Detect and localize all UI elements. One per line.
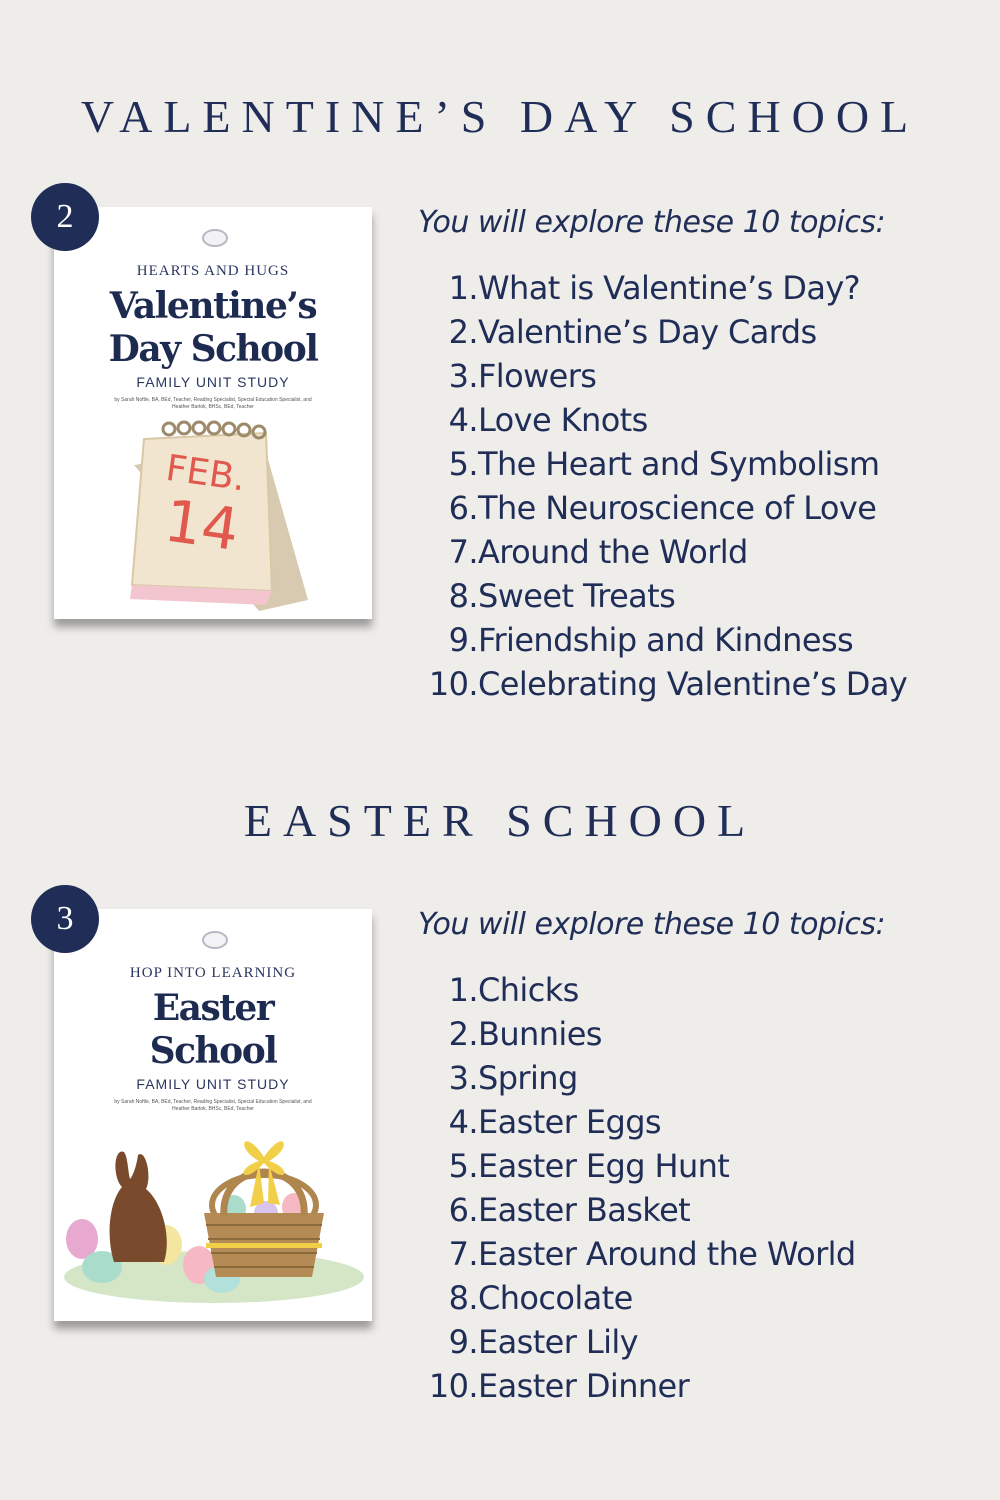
list-item-number: 1. — [448, 269, 478, 307]
cover-title — [54, 987, 372, 1073]
list-item-text: Celebrating Valentine’s Day — [478, 665, 908, 703]
list-item-number: 10. — [428, 1367, 478, 1405]
list-item-text: The Heart and Symbolism — [478, 445, 880, 483]
number-badge: 2 — [31, 183, 99, 251]
cover-subtitle: FAMILY UNIT STUDY — [136, 374, 290, 390]
list-item-number: 7. — [448, 533, 478, 571]
list-item-number: 7. — [448, 1235, 478, 1273]
list-item — [428, 662, 907, 706]
list-item-text: Easter Eggs — [478, 1103, 661, 1141]
list-item — [428, 1188, 856, 1232]
list-item — [428, 1012, 856, 1056]
list-item-number: 3. — [448, 1059, 478, 1097]
list-item — [428, 968, 856, 1012]
cover-title-line: Day School — [108, 328, 318, 370]
topics-intro: You will explore these 10 topics: — [418, 205, 886, 240]
list-item — [428, 574, 907, 618]
list-item-number: 4. — [448, 401, 478, 439]
list-item-number: 3. — [448, 357, 478, 395]
list-item — [428, 1276, 856, 1320]
list-item-text: Valentine’s Day Cards — [478, 313, 817, 351]
list-item — [428, 486, 907, 530]
list-item-number: 9. — [448, 1323, 478, 1361]
list-item — [428, 1364, 856, 1408]
list-item — [428, 530, 907, 574]
cover-byline: by Sarah Noftle, BA, BEd, Teacher, Reading Specialist, Special Education Specialist, and Heather Bartok, BHSc, BEd, Teacher — [114, 397, 312, 410]
list-item — [428, 1232, 856, 1276]
easter-book-cover[interactable] — [54, 909, 372, 1321]
number-badge: 3 — [31, 885, 99, 953]
list-item-number: 8. — [448, 577, 478, 615]
valentine-heading: VALENTINE’S DAY SCHOOL — [80, 91, 920, 142]
easter-heading: EASTER SCHOOL — [243, 795, 757, 846]
list-item — [428, 1144, 856, 1188]
cover-title — [54, 285, 372, 371]
cover-kicker: HOP INTO LEARNING — [129, 965, 297, 981]
cover-title-line: Easter — [152, 987, 274, 1029]
desk-calendar-illustration — [54, 415, 372, 619]
list-item-text: Friendship and Kindness — [478, 621, 854, 659]
cover-byline: by Sarah Noftle, BA, BEd, Teacher, Reading Specialist, Special Education Specialist, and Heather Bartok, BHSc, BEd, Teacher — [114, 1099, 312, 1112]
list-item-number: 5. — [448, 445, 478, 483]
list-item — [428, 1100, 856, 1144]
list-item — [428, 354, 907, 398]
list-item-number: 8. — [448, 1279, 478, 1317]
list-item-text: Easter Dinner — [478, 1367, 690, 1405]
list-item-text: The Neuroscience of Love — [478, 489, 877, 527]
list-item — [428, 310, 907, 354]
list-item-text: Easter Lily — [478, 1323, 639, 1361]
list-item-number: 2. — [448, 1015, 478, 1053]
cover-title-line: School — [149, 1030, 277, 1072]
list-item-text: Easter Basket — [478, 1191, 691, 1229]
publisher-logo — [202, 931, 228, 949]
list-item-number: 2. — [448, 313, 478, 351]
cover-kicker: HEARTS AND HUGS — [136, 263, 290, 279]
topics-intro: You will explore these 10 topics: — [418, 907, 886, 942]
list-item-number: 1. — [448, 971, 478, 1009]
list-item-number: 4. — [448, 1103, 478, 1141]
list-item-text: Flowers — [478, 357, 597, 395]
list-item-number: 10. — [428, 665, 478, 703]
list-item-number: 5. — [448, 1147, 478, 1185]
list-item-text: Bunnies — [478, 1015, 602, 1053]
list-item-text: Sweet Treats — [478, 577, 676, 615]
list-item — [428, 1320, 856, 1364]
list-item — [428, 266, 907, 310]
list-item-number: 6. — [448, 1191, 478, 1229]
publisher-logo — [202, 229, 228, 247]
list-item — [428, 1056, 856, 1100]
list-item — [428, 442, 907, 486]
list-item-text: Easter Egg Hunt — [478, 1147, 730, 1185]
list-item-text: Spring — [478, 1059, 578, 1097]
list-item-text: Around the World — [478, 533, 748, 571]
list-item-text: Chicks — [478, 971, 579, 1009]
list-item-number: 6. — [448, 489, 478, 527]
easter-basket-illustration — [54, 1117, 372, 1321]
list-item-text: Love Knots — [478, 401, 648, 439]
calendar-month: FEB. — [163, 447, 248, 500]
list-item — [428, 398, 907, 442]
list-item-text: Chocolate — [478, 1279, 633, 1317]
valentine-topic-list — [428, 266, 907, 706]
cover-subtitle: FAMILY UNIT STUDY — [136, 1076, 290, 1092]
list-item-text: What is Valentine’s Day? — [478, 269, 861, 307]
calendar-day: 14 — [160, 486, 244, 565]
list-item-number: 9. — [448, 621, 478, 659]
cover-title-line: Valentine’s — [109, 285, 317, 327]
list-item-text: Easter Around the World — [478, 1235, 856, 1273]
easter-topic-list — [428, 968, 856, 1408]
valentine-book-cover[interactable] — [54, 207, 372, 619]
list-item — [428, 618, 907, 662]
